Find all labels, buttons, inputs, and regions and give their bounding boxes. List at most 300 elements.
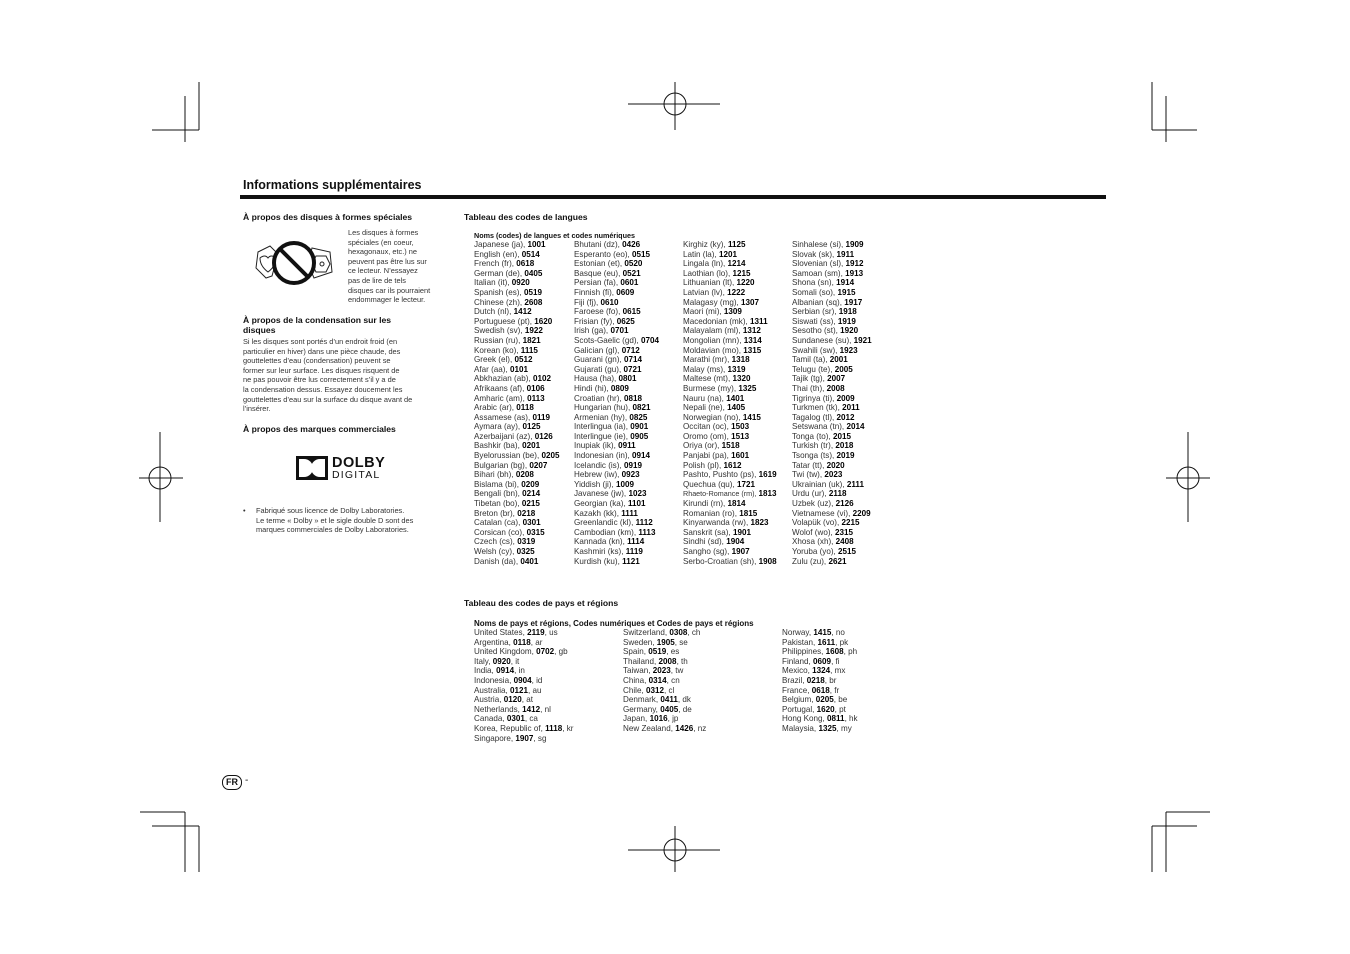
- language-code: 2012: [836, 412, 855, 422]
- country-name: Canada,: [474, 714, 507, 724]
- country-code: 1016: [649, 714, 668, 724]
- language-name: Kazakh (kk),: [574, 508, 622, 518]
- country-letter-code: , jp: [667, 714, 679, 724]
- language-code: 1314: [743, 335, 762, 345]
- language-name: Gujarati (gu),: [574, 364, 624, 374]
- country-letter-code: , au: [528, 685, 542, 695]
- language-entry: [792, 547, 872, 557]
- language-entry: [792, 384, 872, 394]
- language-entry: [792, 537, 872, 547]
- language-code: 0818: [623, 393, 642, 403]
- language-entry: [683, 278, 777, 288]
- country-code: 1905: [656, 637, 675, 647]
- country-letter-code: , es: [666, 647, 680, 657]
- country-letter-code: , tw: [670, 666, 684, 676]
- language-name: Swedish (sv),: [474, 326, 525, 336]
- double-d-icon: [296, 456, 328, 480]
- country-entry: [474, 638, 573, 648]
- country-name: Switzerland,: [623, 628, 670, 637]
- country-entry: [474, 705, 573, 715]
- language-code: 1620: [534, 316, 553, 326]
- language-entry: [683, 509, 777, 519]
- language-name: Zulu (zu),: [792, 556, 829, 566]
- language-code: 0618: [516, 259, 535, 269]
- country-name: United States,: [474, 628, 528, 637]
- country-entry: [782, 676, 858, 686]
- language-entry: [683, 298, 777, 308]
- language-name: Bhutani (dz),: [574, 240, 623, 249]
- language-column-4: [792, 240, 872, 566]
- country-name: Portugal,: [782, 704, 817, 714]
- language-code: 1913: [845, 268, 864, 278]
- language-name: Kurdish (ku),: [574, 556, 623, 566]
- language-entry: [474, 470, 560, 480]
- special-discs-text: Les disques à formes spéciales (en coeur, hexagonaux, etc.) ne peuvent pas être lus sur ce lecteur. N’essayez pas de lire de tels disques car ils pourraient endommager le lecteur.: [348, 228, 431, 305]
- language-entry: [474, 269, 560, 279]
- language-entry: [792, 326, 872, 336]
- language-name: Malay (ms),: [683, 364, 728, 374]
- language-code: 2005: [834, 364, 853, 374]
- language-name: Basque (eu),: [574, 268, 623, 278]
- language-entry: [792, 240, 872, 250]
- language-name: Xhosa (xh),: [792, 537, 836, 547]
- language-code: 0201: [522, 441, 541, 451]
- language-entry: [574, 259, 659, 269]
- language-name: Tibetan (bo),: [474, 499, 522, 509]
- language-entry: [683, 557, 777, 567]
- language-entry: [574, 336, 659, 346]
- language-name: English (en),: [474, 249, 522, 259]
- country-code: 1412: [522, 704, 541, 714]
- country-code: 2008: [658, 656, 677, 666]
- language-code: 1119: [625, 547, 643, 556]
- language-code: 1401: [726, 393, 745, 403]
- language-name: Tatar (tt),: [792, 460, 827, 470]
- country-entry: [782, 695, 858, 705]
- language-code: 0625: [616, 316, 635, 326]
- language-entry: [792, 509, 872, 519]
- language-name: Kashmiri (ks),: [574, 547, 626, 556]
- language-entry: [474, 250, 560, 260]
- language-entry: [683, 346, 777, 356]
- language-name: Afrikaans (af),: [474, 383, 527, 393]
- country-letter-code: , nz: [693, 723, 707, 733]
- language-code: 1215: [732, 268, 751, 278]
- language-code: 0209: [521, 479, 540, 489]
- language-entry: [574, 499, 659, 509]
- language-entry: [574, 317, 659, 327]
- country-letter-code: , th: [676, 656, 688, 666]
- country-letter-code: , kr: [562, 723, 574, 733]
- language-entry: [683, 250, 777, 260]
- language-code: 0426: [622, 240, 641, 249]
- language-name: Latvian (lv),: [683, 287, 728, 297]
- country-code: 0519: [648, 647, 667, 657]
- language-name: Croatian (hr),: [574, 393, 624, 403]
- language-entry: [792, 451, 872, 461]
- language-name: Arabic (ar),: [474, 403, 517, 413]
- country-entry: [782, 647, 858, 657]
- language-name: Tagalog (tl),: [792, 412, 837, 422]
- country-entry: [623, 657, 706, 667]
- language-entry: [474, 384, 560, 394]
- trademark-text: Fabriqué sous licence de Dolby Laboratories. Le terme « Dolby » et le sigle double D sont des marques commerciales de Dolby Laboratories.: [256, 506, 414, 535]
- language-entry: [792, 250, 872, 260]
- country-name: Sweden,: [623, 637, 657, 647]
- language-name: Scots-Gaelic (gd),: [574, 335, 642, 345]
- language-code: 0905: [630, 431, 649, 441]
- language-name: Russian (ru),: [474, 335, 523, 345]
- language-code: 0405: [524, 268, 543, 278]
- language-name: Slovenian (sl),: [792, 259, 846, 269]
- country-code: 1324: [812, 666, 831, 676]
- language-name: Guarani (gn),: [574, 355, 624, 365]
- language-entry: [474, 441, 560, 451]
- country-letter-code: , my: [836, 723, 852, 733]
- language-entry: [474, 240, 560, 250]
- language-code: 0102: [532, 374, 551, 384]
- language-name: Estonian (et),: [574, 259, 625, 269]
- country-entry: [623, 638, 706, 648]
- country-letter-code: , fi: [831, 656, 840, 666]
- language-code: 0515: [632, 249, 651, 259]
- country-entry: [623, 686, 706, 696]
- country-letter-code: , nl: [540, 704, 551, 714]
- language-entry: [792, 394, 872, 404]
- language-entry: [792, 365, 872, 375]
- language-name: Interlingua (ia),: [574, 422, 631, 432]
- country-name: Brazil,: [782, 675, 807, 685]
- language-entry: [474, 509, 560, 519]
- country-letter-code: , pt: [834, 704, 846, 714]
- language-entry: [683, 451, 777, 461]
- language-entry: [574, 355, 659, 365]
- country-letter-code: , no: [831, 628, 845, 637]
- language-entry: [683, 365, 777, 375]
- language-code: 0401: [520, 556, 539, 566]
- language-name: Icelandic (is),: [574, 460, 624, 470]
- language-code: 2315: [835, 527, 854, 537]
- country-code: 0609: [813, 656, 832, 666]
- language-code: 0911: [618, 441, 636, 451]
- language-name: Finnish (fi),: [574, 287, 617, 297]
- language-name: Slovak (sk),: [792, 249, 837, 259]
- language-code: 1513: [731, 431, 750, 441]
- countries-title: Tableau des codes de pays et régions: [464, 598, 619, 608]
- country-name: Indonesia,: [474, 675, 514, 685]
- country-name: Italy,: [474, 656, 493, 666]
- language-entry: [474, 307, 560, 317]
- language-name: Lingala (ln),: [683, 259, 728, 269]
- language-entry: [474, 557, 560, 567]
- language-entry: [574, 307, 659, 317]
- country-name: Finland,: [782, 656, 814, 666]
- language-code: 0615: [622, 307, 641, 317]
- language-name: German (de),: [474, 268, 525, 278]
- country-code: 0314: [648, 675, 667, 685]
- country-code: 1415: [813, 628, 832, 637]
- country-name: Philippines,: [782, 647, 826, 657]
- language-code: 2011: [842, 403, 860, 413]
- country-letter-code: , at: [521, 695, 533, 705]
- language-name: Sanskrit (sa),: [683, 527, 733, 537]
- language-entry: [574, 250, 659, 260]
- language-code: 2009: [836, 393, 855, 403]
- language-code: 1612: [723, 460, 742, 470]
- country-name: Singapore,: [474, 733, 516, 743]
- language-code: 1813: [758, 489, 777, 499]
- language-code: 1113: [638, 527, 656, 537]
- language-name: Chinese (zh),: [474, 297, 525, 307]
- language-name: Sesotho (st),: [792, 326, 841, 336]
- country-code: 0904: [513, 675, 532, 685]
- country-name: Austria,: [474, 695, 504, 705]
- special-discs-title: À propos des disques à formes spéciales: [243, 212, 413, 222]
- language-name: Quechua (qu),: [683, 479, 737, 489]
- country-name: Argentina,: [474, 637, 514, 647]
- country-name: United Kingdom,: [474, 647, 537, 657]
- language-entry: [683, 518, 777, 528]
- language-code: 0520: [624, 259, 643, 269]
- language-code: 1312: [742, 326, 761, 336]
- language-entry: [683, 269, 777, 279]
- country-entry: [623, 724, 706, 734]
- language-code: 0208: [515, 470, 534, 480]
- language-name: Portuguese (pt),: [474, 316, 535, 326]
- country-entry: [474, 666, 573, 676]
- country-entry: [623, 714, 706, 724]
- country-code: 1118: [545, 723, 563, 733]
- country-entry: [782, 666, 858, 676]
- language-code: 0609: [616, 287, 635, 297]
- language-code: 1001: [527, 240, 546, 249]
- language-entry: [474, 413, 560, 423]
- language-code: 2008: [826, 383, 845, 393]
- language-entry: [792, 288, 872, 298]
- languages-subtitle: Noms (codes) de langues et codes numériques: [474, 231, 635, 240]
- language-name: Tsonga (ts),: [792, 451, 837, 461]
- language-name: Laothian (lo),: [683, 268, 733, 278]
- language-code: 1115: [520, 345, 538, 355]
- language-entry: [683, 470, 777, 480]
- country-name: New Zealand,: [623, 723, 676, 733]
- language-name: Kirundi (rn),: [683, 499, 728, 509]
- language-entry: [683, 374, 777, 384]
- country-entry: [782, 628, 858, 638]
- language-entry: [574, 489, 659, 499]
- language-column-1: [474, 240, 560, 566]
- language-code: 1405: [727, 403, 746, 413]
- country-letter-code: , dk: [677, 695, 691, 705]
- language-code: 0218: [517, 508, 536, 518]
- language-entry: [792, 441, 872, 451]
- language-code: 1912: [845, 259, 864, 269]
- language-entry: [792, 422, 872, 432]
- language-name: Maori (mi),: [683, 307, 724, 317]
- language-name: Irish (ga),: [574, 326, 611, 336]
- language-code: 1503: [731, 422, 750, 432]
- language-name: Ukrainian (uk),: [792, 479, 847, 489]
- language-entry: [574, 346, 659, 356]
- country-code: 0120: [503, 695, 522, 705]
- language-entry: [792, 480, 872, 490]
- language-name: Tajik (tg),: [792, 374, 828, 384]
- language-name: Abkhazian (ab),: [474, 374, 533, 384]
- language-name: Bihari (bh),: [474, 470, 516, 480]
- language-entry: [574, 288, 659, 298]
- language-entry: [474, 451, 560, 461]
- language-badge: FR: [222, 775, 242, 790]
- language-entry: [683, 240, 777, 250]
- country-letter-code: , de: [678, 704, 692, 714]
- language-code: 0825: [629, 412, 648, 422]
- language-entry: [474, 547, 560, 557]
- language-entry: [683, 461, 777, 471]
- language-code: 1814: [727, 499, 746, 509]
- language-entry: [792, 269, 872, 279]
- country-name: Germany,: [623, 704, 661, 714]
- language-entry: [792, 557, 872, 567]
- language-code: 1101: [627, 499, 646, 509]
- language-name: Galician (gl),: [574, 345, 622, 355]
- country-letter-code: , sg: [533, 733, 547, 743]
- language-name: Catalan (ca),: [474, 518, 523, 528]
- language-name: Maltese (mt),: [683, 374, 733, 384]
- language-entry: [574, 403, 659, 413]
- country-name: India,: [474, 666, 497, 676]
- language-name: Malayalam (ml),: [683, 326, 743, 336]
- language-name: Italian (it),: [474, 278, 512, 288]
- country-entry: [782, 686, 858, 696]
- language-code: 1918: [838, 307, 857, 317]
- language-entry: [574, 326, 659, 336]
- language-entry: [792, 403, 872, 413]
- language-column-3: [683, 240, 777, 566]
- language-code: 1904: [726, 537, 745, 547]
- language-entry: [683, 326, 777, 336]
- language-code: 1518: [721, 441, 740, 451]
- language-entry: [574, 365, 659, 375]
- language-name: Javanese (jw),: [574, 489, 629, 499]
- language-entry: [792, 374, 872, 384]
- country-code: 1608: [825, 647, 844, 657]
- language-name: Japanese (ja),: [474, 240, 528, 249]
- country-letter-code: , ca: [524, 714, 538, 724]
- language-name: Moldavian (mo),: [683, 345, 744, 355]
- language-name: Georgian (ka),: [574, 499, 628, 509]
- language-code: 0704: [641, 335, 660, 345]
- language-entry: [683, 422, 777, 432]
- country-letter-code: , br: [824, 675, 837, 685]
- language-name: Turkmen (tk),: [792, 403, 843, 413]
- language-code: 1923: [839, 345, 858, 355]
- language-name: Afar (aa),: [474, 364, 510, 374]
- country-entry: [474, 686, 573, 696]
- language-code: 2209: [852, 508, 871, 518]
- language-name: Kannada (kn),: [574, 537, 628, 547]
- language-entry: [792, 298, 872, 308]
- language-entry: [792, 346, 872, 356]
- language-entry: [792, 317, 872, 327]
- condensation-text: Si les disques sont portés d’un endroit froid (en particulier en hiver) dans une pièce chaude, des gouttelettes d’eau (condensation) peuvent se former sur leur surface. Les disques risquent de ne pas pouvoir être lus correctement s’il y a de la condensation dessus. Essayez doucement les gouttelettes d’eau sur la surface du disque avant de l’insérer.: [243, 337, 413, 414]
- language-code: 0101: [509, 364, 528, 374]
- language-entry: [474, 518, 560, 528]
- language-name: Oromo (om),: [683, 431, 732, 441]
- language-name: Bengali (bn),: [474, 489, 523, 499]
- language-name: Azerbaijani (az),: [474, 431, 535, 441]
- language-entry: [792, 528, 872, 538]
- country-name: Pakistan,: [782, 637, 818, 647]
- language-code: 1908: [758, 556, 777, 566]
- country-name: Australia,: [474, 685, 510, 695]
- country-column-3: [782, 628, 858, 734]
- language-code: 1325: [738, 383, 757, 393]
- language-name: Burmese (my),: [683, 383, 739, 393]
- language-name: Persian (fa),: [574, 278, 621, 288]
- language-entry: [474, 489, 560, 499]
- no-special-disc-icon: [252, 238, 336, 288]
- country-entry: [782, 705, 858, 715]
- language-code: 1901: [732, 527, 751, 537]
- language-code: 0315: [526, 527, 545, 537]
- language-code: 0113: [527, 393, 545, 403]
- language-entry: [683, 259, 777, 269]
- language-code: 1815: [739, 508, 758, 518]
- country-entry: [623, 705, 706, 715]
- language-name: Indonesian (in),: [574, 451, 633, 461]
- language-name: Bislama (bi),: [474, 479, 522, 489]
- language-code: 1307: [741, 297, 760, 307]
- language-name: Bashkir (ba),: [474, 441, 523, 451]
- language-name: Turkish (tr),: [792, 441, 836, 451]
- language-code: 0601: [620, 278, 639, 288]
- language-name: French (fr),: [474, 259, 517, 269]
- country-code: 0301: [506, 714, 525, 724]
- language-name: Korean (ko),: [474, 345, 521, 355]
- country-name: Belgium,: [782, 695, 816, 705]
- language-name: Norwegian (no),: [683, 412, 743, 422]
- language-entry: [474, 259, 560, 269]
- country-letter-code: , se: [674, 637, 688, 647]
- country-letter-code: , in: [514, 666, 525, 676]
- section-title: Informations supplémentaires: [243, 178, 422, 192]
- language-entry: [792, 489, 872, 499]
- country-entry: [623, 666, 706, 676]
- country-name: Norway,: [782, 628, 814, 637]
- page-number: -: [245, 775, 249, 786]
- language-code: 0118: [516, 403, 534, 413]
- header-rule: [240, 195, 1106, 199]
- language-entry: [683, 547, 777, 557]
- country-name: Mexico,: [782, 666, 813, 676]
- language-code: 1821: [522, 335, 541, 345]
- language-entry: [574, 240, 659, 250]
- language-name: Assamese (as),: [474, 412, 533, 422]
- language-name: Amharic (am),: [474, 393, 528, 403]
- language-code: 0301: [522, 518, 541, 528]
- language-code: 1112: [635, 518, 653, 528]
- language-name: Fiji (fj),: [574, 297, 601, 307]
- country-code: 1426: [675, 723, 694, 733]
- language-code: 0919: [623, 460, 642, 470]
- country-entry: [474, 714, 573, 724]
- country-name: Chile,: [623, 685, 646, 695]
- dolby-brand: DOLBY: [332, 455, 386, 471]
- language-entry: [792, 413, 872, 423]
- language-name: Serbo-Croatian (sh),: [683, 556, 759, 566]
- language-name: Czech (cs),: [474, 537, 518, 547]
- language-entry: [474, 317, 560, 327]
